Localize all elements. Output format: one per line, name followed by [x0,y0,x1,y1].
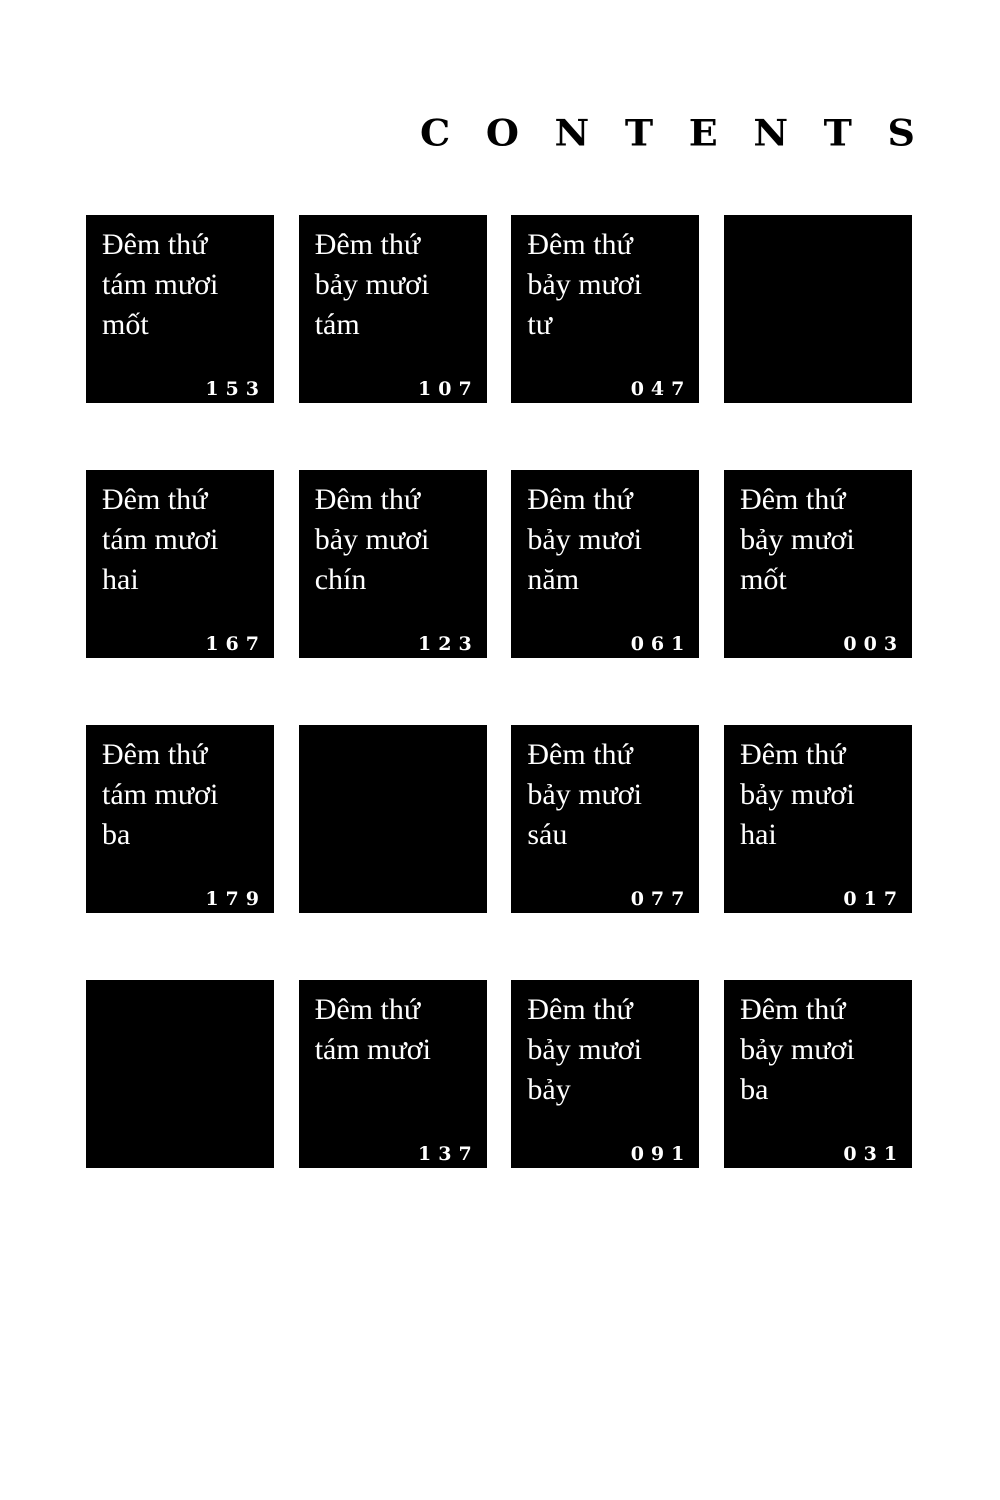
chapter-page-number: 107 [418,378,479,400]
chapter-tile[interactable] [724,470,912,658]
chapter-page-number: 017 [843,888,905,910]
chapter-page-number: 003 [843,633,905,655]
chapter-grid [86,215,912,1168]
chapter-page-number: 137 [418,1143,479,1165]
heading-letter: T [624,111,654,154]
empty-tile [299,725,487,913]
chapter-tile[interactable] [299,470,487,658]
chapter-title: Đêm thứ bảy mươi ba [740,993,855,1106]
chapter-page-number: 061 [630,633,692,655]
chapter-page-number: 179 [205,888,266,910]
chapter-title: Đêm thứ bảy mươi tám [314,228,430,341]
chapter-tile[interactable] [724,980,912,1168]
chapter-title: Đêm thứ bảy mươi hai [740,738,855,851]
heading-letter: N [554,111,590,154]
empty-tile [86,980,274,1168]
heading-letter: T [823,111,852,154]
heading-letter: N [753,111,789,154]
chapter-title: Đêm thứ bảy mươi bảy [527,993,642,1106]
chapter-title: Đêm thứ bảy mươi mốt [740,483,855,596]
chapter-title: Đêm thứ tám mươi [314,993,431,1066]
chapter-page-number: 091 [630,1143,692,1165]
chapter-page-number: 153 [205,378,266,400]
chapter-title: Đêm thứ tám mươi ba [102,738,219,851]
chapter-title: Đêm thứ tám mươi hai [102,483,219,596]
heading-letter: O [485,111,519,154]
chapter-tile[interactable] [511,470,699,658]
chapter-tile[interactable] [511,980,699,1168]
chapter-tile[interactable] [511,215,699,403]
empty-tile [724,215,912,403]
chapter-tile[interactable] [299,215,487,403]
heading-letter: C [420,111,451,154]
chapter-page-number: 123 [418,633,479,655]
chapter-tile[interactable] [86,470,274,658]
chapter-page-number: 031 [843,1143,905,1165]
heading-letter: E [688,111,718,154]
chapter-title: Đêm thứ bảy mươi tư [527,228,642,341]
chapter-tile[interactable] [511,725,699,913]
contents-heading [420,108,915,158]
chapter-page-number: 047 [630,378,692,400]
chapter-tile[interactable] [299,980,487,1168]
chapter-title: Đêm thứ tám mươi mốt [102,228,219,341]
chapter-page-number: 167 [205,633,266,655]
chapter-tile[interactable] [724,725,912,913]
chapter-page-number: 077 [630,888,692,910]
chapter-title: Đêm thứ bảy mươi sáu [527,738,642,851]
chapter-title: Đêm thứ bảy mươi năm [527,483,642,596]
heading-letter: S [887,111,915,154]
chapter-tile[interactable] [86,215,274,403]
chapter-title: Đêm thứ bảy mươi chín [314,483,430,596]
chapter-tile[interactable] [86,725,274,913]
